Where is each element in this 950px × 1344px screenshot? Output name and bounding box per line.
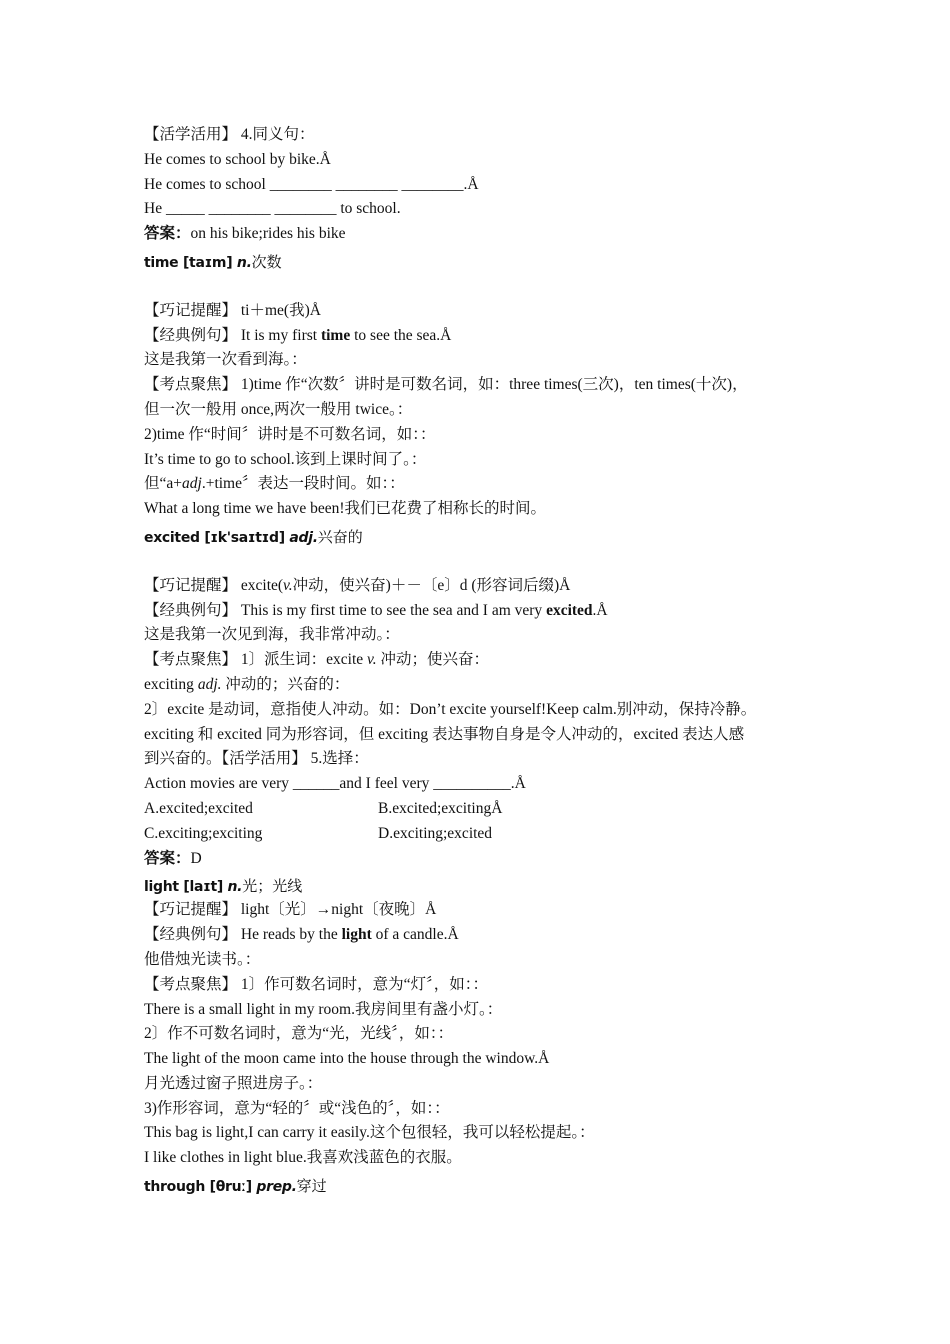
focus-point: The light of the moon came into the house through the window.Å [144,1050,550,1068]
part-of-speech: n. [236,254,252,271]
memory-tip: 【巧记提醒】 excite(v.冲动，使兴奋)＋－〔e〕d (形容词后缀)Å [144,576,571,594]
highlighted-word: time [320,326,351,344]
focus-point: There is a small light in my room.我房间里有盏小灯。： [144,1000,503,1018]
answer-line [144,222,834,247]
part-of-speech: n. [227,879,243,896]
document-page [144,123,834,1198]
answer-label: 答案： [144,849,191,867]
definition: 次数 [251,252,282,271]
focus-point: 月光透过窗子照进房子。： [144,1074,323,1092]
example-sentence: 【经典例句】 It is my first time to see the sea.Å [144,326,452,344]
focus-point: exciting adj. 冲动的；兴奋的： [144,675,350,693]
focus-point: 2〕excite 是动词，意指使人冲动。如：Don’t excite yourself!Keep calm.别冲动，保持冷静。 [144,700,757,718]
example-sentence: 【经典例句】 He reads by the light of a candle.Å [144,926,459,944]
option-d: D.exciting;excited [378,824,493,842]
focus-point: This bag is light,I can carry it easily.这个包很轻，我可以轻松提起。： [144,1124,595,1142]
answer-text: on his bike;rides his bike [190,225,346,243]
headword-excited [144,522,834,549]
memory-tip: 【巧记提醒】 ti＋me(我)Å [144,301,321,319]
focus-point: 到兴奋的。【活学活用】 5.选择： [144,750,369,768]
exercise-sentence: He comes to school by bike.Å [144,150,331,168]
phonetic: [laɪt] [183,879,223,896]
answer-text: D [190,849,202,867]
answer-line [144,847,834,872]
headword: light [144,879,179,896]
headword: through [144,1179,206,1196]
example-translation: 这是我第一次见到海，我非常冲动。： [144,626,400,644]
focus-point: 但“a+adj.+time〞表达一段时间。如：： [144,475,405,493]
exercise-blank-line: He comes to school ________ ________ ________.Å [144,175,479,193]
quiz-options-row [144,822,834,847]
focus-point: exciting 和 excited 同为形容词，但 exciting 表达事物自身是令人冲动的，excited 表达人感 [144,725,745,743]
focus-point: It’s time to go to school.该到上课时间了。： [144,450,427,468]
phonetic: [taɪm] [182,254,233,271]
part-of-speech: prep. [256,1179,297,1196]
quiz-question: Action movies are very ______and I feel very __________.Å [144,775,526,793]
part-of-speech: adj. [289,529,318,546]
quiz-options-row [144,797,834,822]
definition: 兴奋的 [317,527,363,546]
focus-point: I like clothes in light blue.我喜欢浅蓝色的衣服。 [144,1149,462,1167]
phonetic: [ɪk'saɪtɪd] [204,529,285,546]
memory-tip: 【巧记提醒】 light〔光〕→night〔夜晚〕Å [144,901,437,919]
focus-point: 但一次一般用 once,两次一般用 twice。： [144,400,413,418]
exercise-heading: 【活学活用】 4.同义句： [144,126,315,143]
answer-label: 答案： [144,225,191,243]
option-a: A.excited;excited [144,799,253,817]
option-b: B.excited;excitingÅ [378,799,503,817]
definition: 穿过 [296,1177,327,1196]
example-translation: 他借烛光读书。： [144,950,261,968]
focus-point: What a long time we have been!我们已花费了相称长的时间。 [144,500,547,518]
headword-through [144,1171,834,1198]
highlighted-word: excited [546,601,593,619]
focus-point: 2〕作不可数名词时，意为“光，光线〞，如：： [144,1025,454,1043]
focus-point: 3)作形容词，意为“轻的〞或“浅色的〞，如：： [144,1099,450,1117]
highlighted-word: light [341,926,372,944]
definition: 光；光线 [242,877,303,896]
phonetic: [θruː] [209,1179,252,1196]
headword-light [144,871,834,898]
exercise-blank-line: He _____ ________ ________ to school. [144,200,401,218]
focus-point: 【考点聚焦】 1)time 作“次数〞讲时是可数名词，如：three times(三次)，ten times(十次)， [144,376,748,394]
focus-point: 【考点聚焦】 1〕派生词：excite v. 冲动；使兴奋： [144,651,490,669]
example-translation: 这是我第一次看到海。： [144,351,307,369]
focus-point: 2)time 作“时间〞讲时是不可数名词，如：： [144,425,436,443]
option-c: C.exciting;exciting [144,824,263,842]
focus-point: 【考点聚焦】 1〕作可数名词时，意为“灯〞，如：： [144,975,489,993]
headword: excited [144,529,200,546]
headword-time [144,247,834,274]
example-sentence: 【经典例句】 This is my first time to see the sea and I am very excited.Å [144,601,608,619]
headword: time [144,254,179,271]
